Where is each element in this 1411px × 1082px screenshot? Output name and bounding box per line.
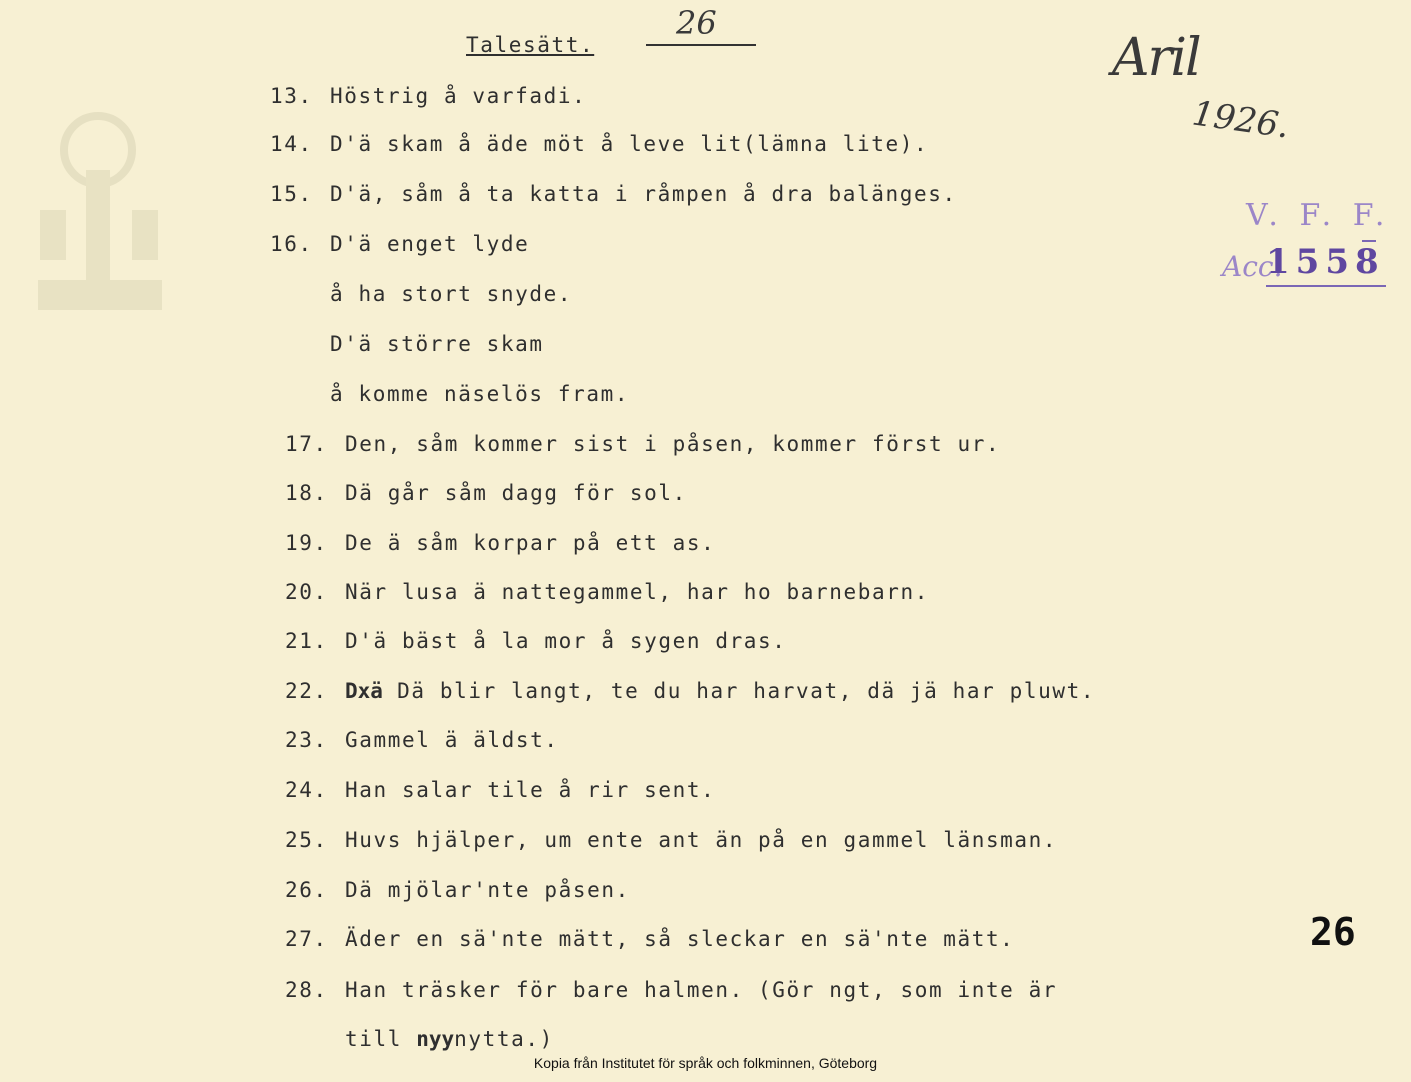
line-number: 16. (270, 232, 313, 256)
handwritten-year: 1926. (1189, 93, 1292, 147)
proverb-line: D'ä skam å äde möt å leve lit(lämna lite). (330, 132, 929, 156)
line-number: 21. (285, 629, 328, 653)
proverb-line: D'ä, såm å ta katta i råmpen å dra balänges. (330, 182, 957, 206)
proverb-line: Dä går såm dagg för sol. (345, 481, 687, 505)
proverb-line: De ä såm korpar på ett as. (345, 531, 716, 555)
proverb-line (345, 1027, 554, 1051)
proverb-line: Den, såm kommer sist i påsen, kommer först ur. (345, 432, 1001, 456)
proverb-line: Gammel ä äldst. (345, 728, 559, 752)
proverb-line (345, 679, 1095, 703)
proverb-line: När lusa ä nattegammel, har ho barnebarn. (345, 580, 929, 604)
line-text: Dä blir langt, te du har harvat, dä jä har pluwt. (382, 679, 1096, 703)
handwritten-underline (646, 44, 756, 46)
line-number: 26. (285, 878, 328, 902)
page-number: 26 (1310, 910, 1356, 954)
proverb-line: D'ä enget lyde (330, 232, 530, 256)
line-number: 14. (270, 132, 313, 156)
line-number: 20. (285, 580, 328, 604)
proverb-line: å komme näselös fram. (330, 382, 630, 406)
line-number: 18. (285, 481, 328, 505)
archive-stamp-letters: V. F. F. (1246, 198, 1391, 233)
proverb-line: Huvs hjälper, um ente ant än på en gammel länsman. (345, 828, 1058, 852)
proverb-line: D'ä bäst å la mor å sygen dras. (345, 629, 787, 653)
proverb-line: Äder en sä'nte mätt, så sleckar en sä'nte mätt. (345, 927, 1015, 951)
stamp-underline (1266, 285, 1386, 287)
handwritten-place: Aril (1112, 28, 1200, 88)
line-number: 23. (285, 728, 328, 752)
line-number: 24. (285, 778, 328, 802)
line-number: 17. (285, 432, 328, 456)
proverb-line: Dä mjölar'nte påsen. (345, 878, 630, 902)
struck-out-text: nyy (416, 1027, 455, 1051)
document-title: Talesätt. (466, 33, 595, 57)
struck-out-text: Dxä (345, 679, 383, 703)
footer-credit: Kopia från Institutet för språk och folkminnen, Göteborg (533, 1055, 878, 1071)
line-number: 27. (285, 927, 328, 951)
proverb-line: Höstrig å varfadi. (330, 84, 587, 108)
line-number: 13. (270, 84, 313, 108)
archive-stamp-prefix: Acc. (1222, 250, 1283, 283)
line-number: 28. (285, 978, 328, 1002)
archive-logo-icon (30, 110, 170, 330)
line-text: till (345, 1027, 417, 1051)
archive-stamp-number: 1558 (1266, 242, 1385, 282)
proverb-line: Han träsker för bare halmen. (Gör ngt, som inte är (345, 978, 1058, 1002)
proverb-line: å ha stort snyde. (330, 282, 573, 306)
line-number: 22. (285, 679, 328, 703)
proverb-line: D'ä större skam (330, 332, 544, 356)
proverb-line: Han salar tile å rir sent. (345, 778, 716, 802)
handwritten-page-number: 26 (676, 4, 717, 42)
line-number: 15. (270, 182, 313, 206)
line-text-after: nytta.) (454, 1027, 554, 1051)
line-number: 25. (285, 828, 328, 852)
line-number: 19. (285, 531, 328, 555)
